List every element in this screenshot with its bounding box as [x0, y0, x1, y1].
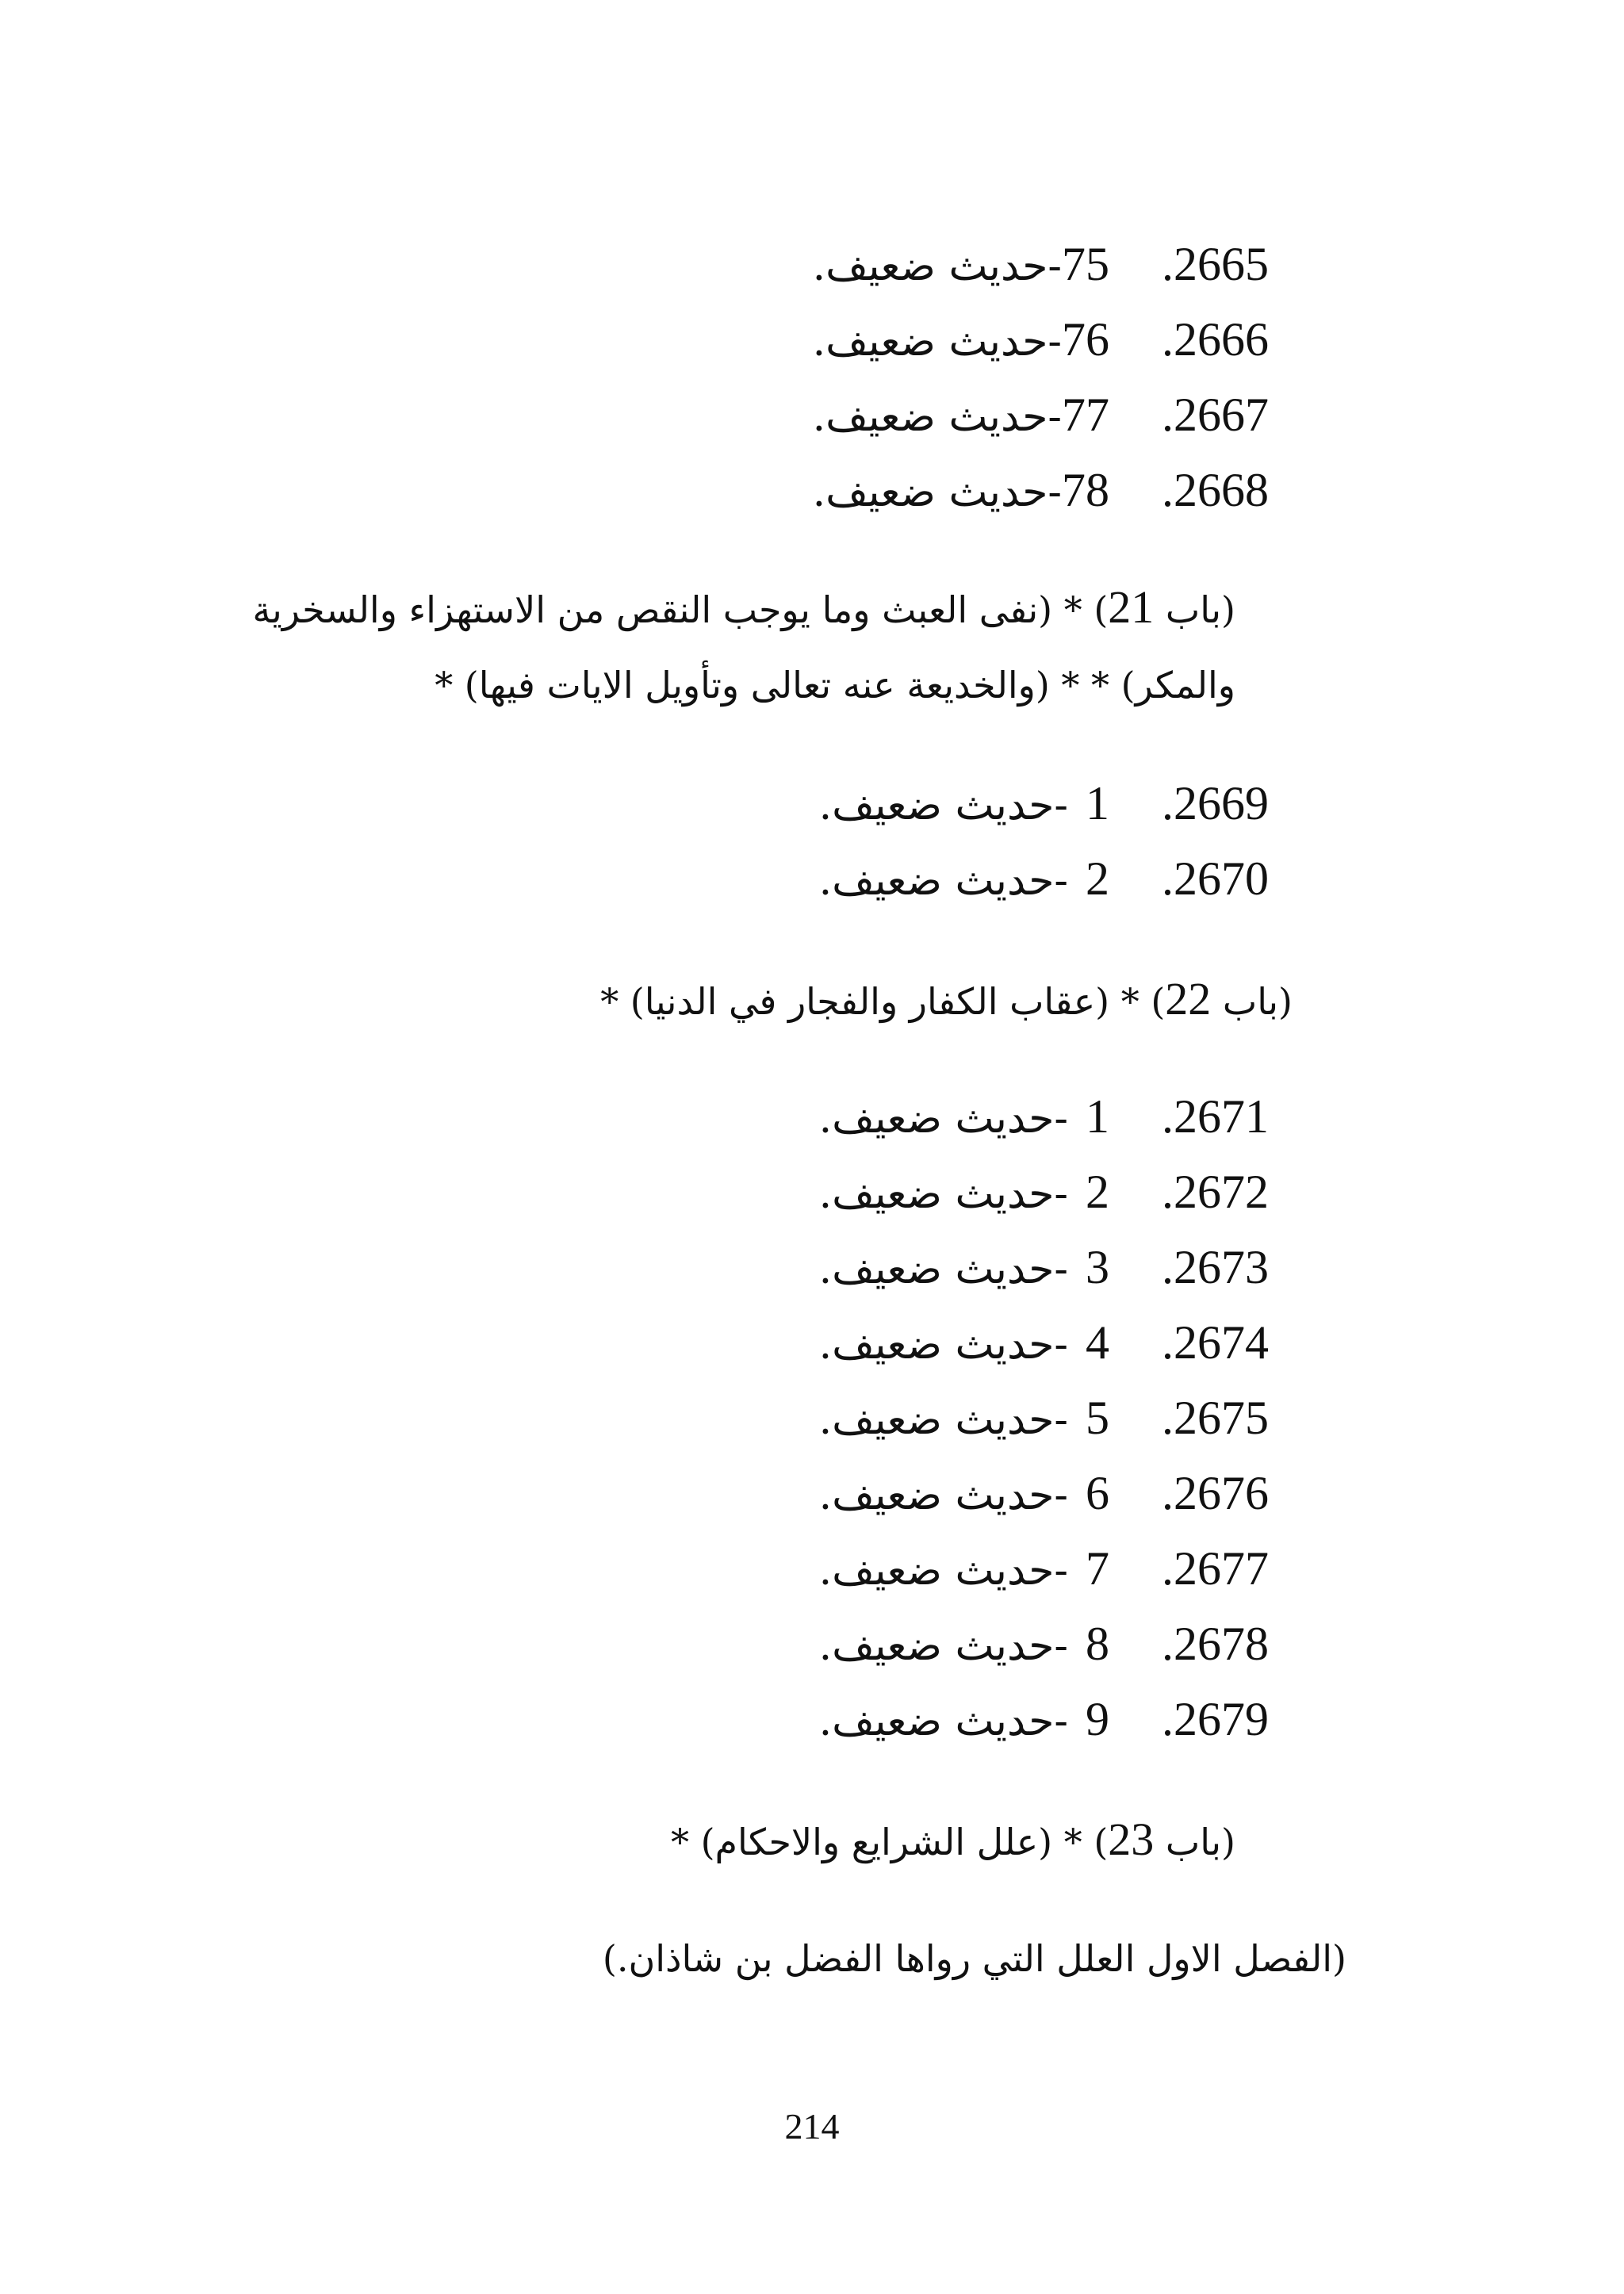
section-number: 22 — [1165, 973, 1212, 1024]
entry-text: حديث ضعيف. — [818, 1547, 1055, 1595]
entry-number: 2670 — [1174, 852, 1269, 905]
entry-number: 2676 — [1174, 1467, 1269, 1519]
entry-sub-number: 8 — [1086, 1618, 1109, 1670]
entry-sub-number: 78 — [1062, 464, 1109, 516]
entry-number: 2666 — [1174, 313, 1269, 366]
entry-2668: 2668.78-حديث ضعيف. — [813, 466, 1293, 514]
entry-2665: 2665.75-حديث ضعيف. — [813, 240, 1293, 288]
entry-2676: 2676.6-حديث ضعيف. — [819, 1469, 1293, 1517]
entry-sub-number: 77 — [1062, 389, 1109, 441]
entry-text: حديث ضعيف. — [818, 1472, 1055, 1519]
entry-number: 2677 — [1174, 1542, 1269, 1595]
entry-number: 2673 — [1174, 1241, 1269, 1293]
entry-sub-number: 2 — [1086, 852, 1109, 905]
entry-sub-number: 6 — [1086, 1467, 1109, 1519]
entry-2679: 2679.9-حديث ضعيف. — [819, 1695, 1293, 1743]
entry-text: حديث ضعيف. — [818, 1246, 1055, 1293]
section-number: 21 — [1108, 581, 1155, 633]
entry-text: حديث ضعيف. — [812, 243, 1048, 290]
section-heading-bab-23: (باب 23) * (علل الشرايع والاحكام) * — [670, 1813, 1235, 1865]
entry-text: حديث ضعيف. — [818, 1396, 1055, 1444]
entry-text: حديث ضعيف. — [818, 1698, 1055, 1745]
entry-2677: 2677.7-حديث ضعيف. — [819, 1545, 1293, 1592]
entry-sub-number: 7 — [1086, 1542, 1109, 1595]
entry-sub-number: 75 — [1062, 238, 1109, 290]
entry-number: 2672 — [1174, 1166, 1269, 1218]
entry-text: حديث ضعيف. — [812, 393, 1048, 441]
entry-number: 2665 — [1174, 238, 1269, 290]
entry-2673: 2673.3-حديث ضعيف. — [819, 1243, 1293, 1291]
entry-2672: 2672.2-حديث ضعيف. — [819, 1168, 1293, 1216]
chapter-heading: (الفصل الاول العلل التي رواها الفضل بن شاذان.) — [602, 1937, 1346, 1980]
entry-2678: 2678.8-حديث ضعيف. — [819, 1620, 1293, 1668]
entry-text: حديث ضعيف. — [818, 857, 1055, 905]
entry-number: 2671 — [1174, 1090, 1269, 1143]
entry-sub-number: 1 — [1086, 777, 1109, 829]
entry-number: 2674 — [1174, 1316, 1269, 1369]
entry-text: حديث ضعيف. — [818, 1321, 1055, 1369]
section-heading-bab-21-line-2: والمكر) * * (والخديعة عنه تعالى وتأويل الايات فيها) * — [435, 664, 1235, 707]
entry-number: 2675 — [1174, 1392, 1269, 1444]
entry-2675: 2675.5-حديث ضعيف. — [819, 1394, 1293, 1442]
entry-sub-number: 3 — [1086, 1241, 1109, 1293]
entry-sub-number: 2 — [1086, 1166, 1109, 1218]
entry-sub-number: 5 — [1086, 1392, 1109, 1444]
entry-2670: 2670.2-حديث ضعيف. — [819, 855, 1293, 902]
entry-2667: 2667.77-حديث ضعيف. — [813, 391, 1293, 439]
entry-2669: 2669.1-حديث ضعيف. — [819, 779, 1293, 827]
section-heading-bab-21-line-1: (باب 21) * (نفى العبث وما يوجب النقص من الاستهزاء والسخرية — [252, 581, 1235, 633]
entry-sub-number: 76 — [1062, 313, 1109, 366]
entry-sub-number: 4 — [1086, 1316, 1109, 1369]
entry-text: حديث ضعيف. — [812, 469, 1048, 516]
entry-2666: 2666.76-حديث ضعيف. — [813, 316, 1293, 363]
entry-sub-number: 1 — [1086, 1090, 1109, 1143]
entry-number: 2667 — [1174, 389, 1269, 441]
entry-number: 2669 — [1174, 777, 1269, 829]
entry-number: 2668 — [1174, 464, 1269, 516]
entry-text: حديث ضعيف. — [818, 1170, 1055, 1218]
entry-sub-number: 9 — [1086, 1693, 1109, 1745]
page-number: 214 — [784, 2106, 840, 2147]
entry-text: حديث ضعيف. — [812, 318, 1048, 366]
section-number: 23 — [1108, 1813, 1155, 1865]
section-heading-bab-22: (باب 22) * (عقاب الكفار والفجار في الدنيا) * — [600, 973, 1293, 1024]
entry-text: حديث ضعيف. — [818, 782, 1055, 829]
entry-text: حديث ضعيف. — [818, 1095, 1055, 1143]
entry-number: 2679 — [1174, 1693, 1269, 1745]
entry-2674: 2674.4-حديث ضعيف. — [819, 1319, 1293, 1366]
entry-number: 2678 — [1174, 1618, 1269, 1670]
entry-2671: 2671.1-حديث ضعيف. — [819, 1093, 1293, 1140]
entry-text: حديث ضعيف. — [818, 1622, 1055, 1670]
